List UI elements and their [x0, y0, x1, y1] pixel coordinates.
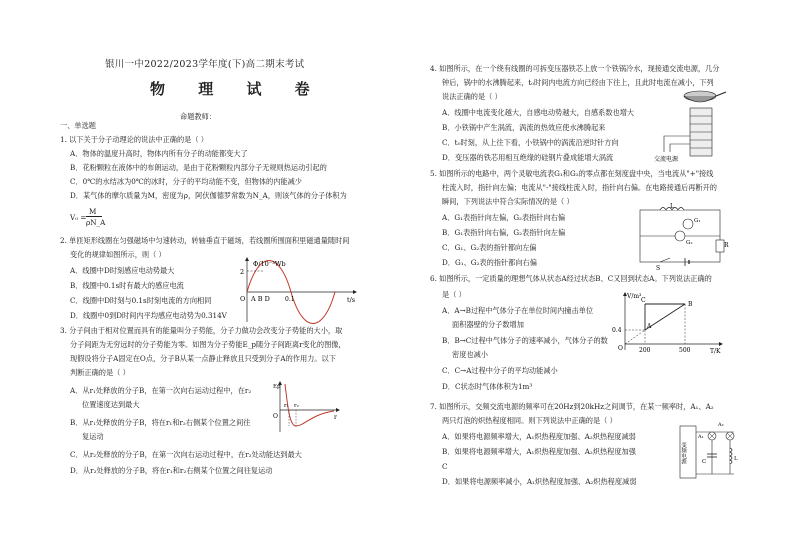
flux-graph	[235, 256, 360, 326]
q2-stem-2: 变化的规律如图所示，则（ ）	[70, 250, 166, 259]
q6-option-b-2: 密度也减小	[452, 350, 488, 359]
q1-option-b: B．花粉颗粒在液体中的布朗运动，是由于花粉颗粒内部分子无规则热运动引起的	[70, 163, 327, 172]
capacitor-label: C	[702, 459, 707, 465]
q6-stem-1: 6. 如图所示，一定质量的理想气体从状态A经过状态B、C又回到状态A。下列说法正确的	[430, 274, 712, 283]
flux-graph-origin: O	[240, 295, 246, 303]
circuit-L: L	[670, 203, 674, 210]
transformer-figure	[650, 86, 730, 166]
q4-stem-1: 4. 如图所示，在一个绕有线圈的可拆变压器铁芯上放一个铁锅冷水，现接通交流电源，几分	[430, 64, 720, 73]
q6-option-a-2: 面积器壁的分子数增加	[452, 320, 524, 329]
q5-option-c: C．G₁、G₂表的指针都向左偏	[442, 243, 537, 252]
q3-option-d: D．从r₂处释放的分子B，将在r₁和r₂右侧某个位置之间往复运动	[70, 466, 273, 475]
vt-graph	[605, 290, 730, 355]
q5-option-a: A．G₁表指针向左偏，G₂表指针向右偏	[442, 213, 566, 222]
q3-stem-4: 判断正确的是（ ）	[70, 368, 130, 377]
vt-A: A	[647, 323, 652, 330]
pe-graph-ylabel: Ep	[273, 384, 281, 390]
q3-option-b-1: B．从r₁处释放的分子B，将在r₁和r₂右侧某个位置之间往	[70, 418, 251, 427]
q3-option-c: C．从r₂处释放的分子B，在第一次向右运动过程中，在r₂处动能达到最大	[70, 450, 302, 459]
subject-title: 物 理 试 卷	[150, 80, 324, 98]
pe-graph-xlabel: r	[334, 414, 337, 421]
pe-graph-r1: r₁	[284, 403, 289, 409]
vt-04: 0.4	[612, 327, 622, 334]
vt-C: C	[641, 297, 646, 304]
q3-option-b-2: 复运动	[82, 432, 104, 441]
q5-option-d: D．G₁、G₂表的指针都向右偏	[442, 258, 537, 267]
flux-graph-ylabel: Φ/10⁻³Wb	[253, 260, 286, 268]
q1-formula-lhs: V₀ =	[70, 213, 87, 222]
q1-option-c: C．0℃的水结冰为0℃的冰时，分子的平均动能不变，但物体的内能减少	[70, 177, 302, 186]
q7-option-d: D．如果将电源频率减小，A₁炽热程度加强、A₂炽热程度减弱	[442, 477, 637, 486]
q2-option-b: B．线圈中0.1s时有最大的感应电流	[70, 281, 184, 290]
q7-option-c: C	[442, 462, 448, 471]
q3-stem-1: 3. 分子间由于相对位置而具有的能量叫分子势能，分子力做功会改变分子势能的大小，取	[60, 326, 343, 335]
school-exam-title: 银川一中2022/2023学年度(下)高二期末考试	[105, 59, 305, 70]
vt-xlabel: T/K	[710, 348, 721, 355]
lc-lamp-circuit	[678, 414, 738, 486]
q6-stem-2: 是（ ）	[442, 290, 466, 299]
q3-option-a-1: A．从r₁处释放的分子B，在第一次向右运动过程中，在r₂	[70, 386, 252, 395]
vt-500: 500	[679, 347, 691, 354]
q4-option-b: B．小铁锅中产生涡流，涡流的热效应使水沸腾起来	[442, 123, 606, 132]
q5-stem-2: 柱流入时，指针向左偏；电流从"-"接线柱流入时，指针向右偏。在电路接通后再断开的	[442, 183, 717, 192]
flux-graph-xlabel: t/s	[347, 296, 356, 304]
q7-stem-1: 7. 如图所示，交频交流电源的频率可在20Hz到20kHz之间调节，在某一频率时，A₁、A₂	[430, 402, 714, 411]
vt-200: 200	[639, 347, 651, 354]
q1-formula-den: ρN_A	[86, 218, 106, 227]
q2-stem-1: 2. 单匝矩形线圈在匀强磁场中匀速转动，转轴垂直于磁场，若线圈所围面积里磁通量随时间	[60, 236, 350, 245]
q5-option-b: B．G₁表指针向右偏，G₂表指针向左偏	[442, 228, 566, 237]
q3-stem-2: 分子间距为无穷远时的分子势能为零。如图为分子势能E_p随分子间距离r变化的图像，	[70, 340, 346, 349]
q1-stem: 1. 以下关于分子动理论的说法中正确的是（ ）	[60, 135, 208, 144]
vt-B: B	[688, 301, 693, 308]
potential-energy-graph	[272, 380, 342, 435]
q4-stem-2: 钟后，锅中的水沸腾起来，t₀时间内电流方向已经由下往上，且此时电流在减小，下列	[442, 78, 714, 87]
section-heading: 一、单选题	[60, 121, 96, 130]
flux-graph-points: A B D	[251, 295, 270, 303]
q5-stem-1: 5. 如图所示的电路中，两个灵敏电流表G₁和G₂的零点都在刻度盘中央，当电流从"+"接线	[430, 169, 714, 178]
q2-option-a: A．线圈中D时刻感应电动势最大	[70, 266, 175, 275]
circuit-S: S	[656, 265, 661, 272]
circuit-G1: G₁	[694, 218, 701, 224]
lamp-a2-label: A₂	[718, 422, 724, 428]
q2-option-c: C．线圈中D时刻与0.1s时刻电流的方向相同	[70, 296, 212, 305]
fraction-bar	[86, 216, 102, 217]
q4-option-a: A．线圈中电流变化越大，自感电动势越大，自感系数也增大	[442, 108, 635, 117]
vt-ylabel: V/m³	[627, 293, 642, 300]
q5-stem-3: 瞬间，下列说法中符合实际情况的是（ ）	[442, 197, 574, 206]
q7-option-a: A．如果将电源频率增大，A₁炽热程度加强、A₂炽热程度减弱	[442, 432, 636, 441]
q6-option-d: D．C状态时气体体积为1m³	[442, 382, 533, 391]
q7-option-b: B．如果将电源频率增大，A₁炽热程度加强、A₂炽热程度加强	[442, 447, 636, 456]
variable-source-label: 变频电源	[680, 442, 686, 464]
flux-graph-x01: 0.1	[285, 296, 295, 303]
ac-source-label: 交流电源	[654, 156, 679, 163]
q3-option-a-2: 位置速度达到最大	[82, 400, 140, 409]
q3-stem-3: 现假设将分子A固定在O点，分子B从某一点静止释放且只受到分子A的作用力。以下	[70, 354, 336, 363]
lamp-a1-label: A₁	[698, 434, 704, 440]
inductor-label: L	[734, 456, 738, 462]
circuit-R: R	[724, 242, 729, 249]
q1-option-d: D．某气体的摩尔质量为M，密度为ρ，阿伏伽德罗常数为N_A，则该气体的分子体积为	[70, 191, 347, 200]
q6-option-b-1: B．B→C过程中气体分子的速率减小，气体分子的数	[442, 336, 608, 345]
q4-stem-3: 说法正确的是（ ）	[442, 92, 502, 101]
vt-origin: O	[618, 345, 623, 352]
flux-graph-y2: 2	[240, 268, 245, 276]
q2-option-d: D．线圈中0到D时间内平均感应电动势为0.314V	[70, 311, 227, 320]
pe-graph-origin: O	[273, 413, 278, 420]
q4-option-c: C．t₀时刻，从上往下看，小铁锅中的涡流沿逆时针方向	[442, 138, 619, 147]
q1-option-a: A．物体的温度升高时，物体内所有分子的动能都变大了	[70, 149, 248, 158]
pe-graph-r2: r₂	[294, 403, 299, 409]
q1-formula-num: M	[89, 207, 97, 216]
circuit-G2: G₂	[686, 240, 693, 246]
q7-stem-2: 两只灯泡的炽热程度相同。则下列说法中正确的是（ ）	[442, 416, 617, 425]
q6-option-c: C．C→A过程中分子的平均动能减小	[442, 366, 558, 375]
q4-option-d: D．变压器的铁芯用相互绝缘的硅钢片叠成能增大涡流	[442, 153, 614, 162]
inductor-circuit	[630, 200, 730, 272]
author-line: 命题教师：	[180, 112, 216, 121]
q6-option-a-1: A．A→B过程中气体分子在单位时间内撞击单位	[442, 306, 594, 315]
